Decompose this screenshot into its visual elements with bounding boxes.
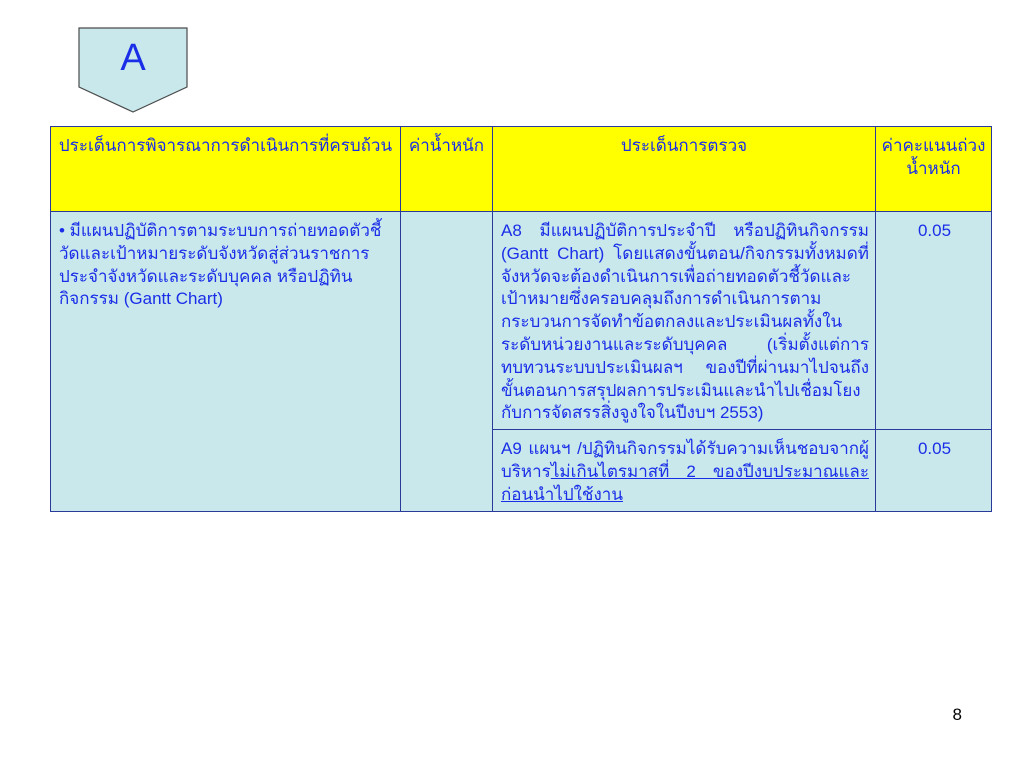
criteria-table <box>50 126 992 512</box>
weight-cell <box>401 212 493 512</box>
header-check: ประเด็นการตรวจ <box>493 127 876 212</box>
section-letter: A <box>120 37 146 79</box>
score-cell-a8: 0.05 <box>876 212 992 430</box>
score-cell-a9: 0.05 <box>876 430 992 511</box>
header-weight: ค่าน้ำหนัก <box>401 127 493 212</box>
check-text-a9-underlined: ไม่เกินไตรมาสที่ 2 ของปีงบประมาณและก่อนนำไปใช้งาน <box>501 461 869 504</box>
section-badge <box>78 27 188 113</box>
issue-cell: • มีแผนปฏิบัติการตามระบบการถ่ายทอดตัวชี้วัดและเป้าหมายระดับจังหวัดสู่ส่วนราชการประจำจังหวัดและระดับบุคคล หรือปฏิทินกิจกรรม (Gantt Chart) <box>51 212 401 512</box>
header-score-weight: ค่าคะแนนถ่วงน้ำหนัก <box>876 127 992 212</box>
page-number: 8 <box>952 705 962 724</box>
check-text-a9: A9 แผนฯ /ปฏิทินกิจกรรมได้รับความเห็นชอบจากผู้บริหาร <box>501 439 869 481</box>
header-issue: ประเด็นการพิจารณาการดำเนินการที่ครบถ้วน <box>51 127 401 212</box>
table-header-row <box>51 127 992 212</box>
table-row <box>51 212 992 430</box>
check-cell-a8: A8 มีแผนปฏิบัติการประจำปี หรือปฏิทินกิจกรรม (Gantt Chart) โดยแสดงขั้นตอน/กิจกรรมทั้งหมดที่จังหวัดจะต้องดำเนินการเพื่อถ่ายทอดตัวชี้วัดและเป้าหมายซึ่งครอบคลุมถึงการดำเนินการตามกระบวนการจัดทำข้อตกลงและประเมินผลทั้งในระดับหน่วยงานและระดับบุคคล (เริ่มตั้งแต่การทบทวนระบบประเมินผลฯ ของปีที่ผ่านมาไปจนถึงขั้นตอนการสรุปผลการประเมินและนำไปเชื่อมโยงกับการจัดสรรสิ่งจูงใจในปีงบฯ 2553) <box>493 212 876 430</box>
check-cell-a9 <box>493 430 876 511</box>
